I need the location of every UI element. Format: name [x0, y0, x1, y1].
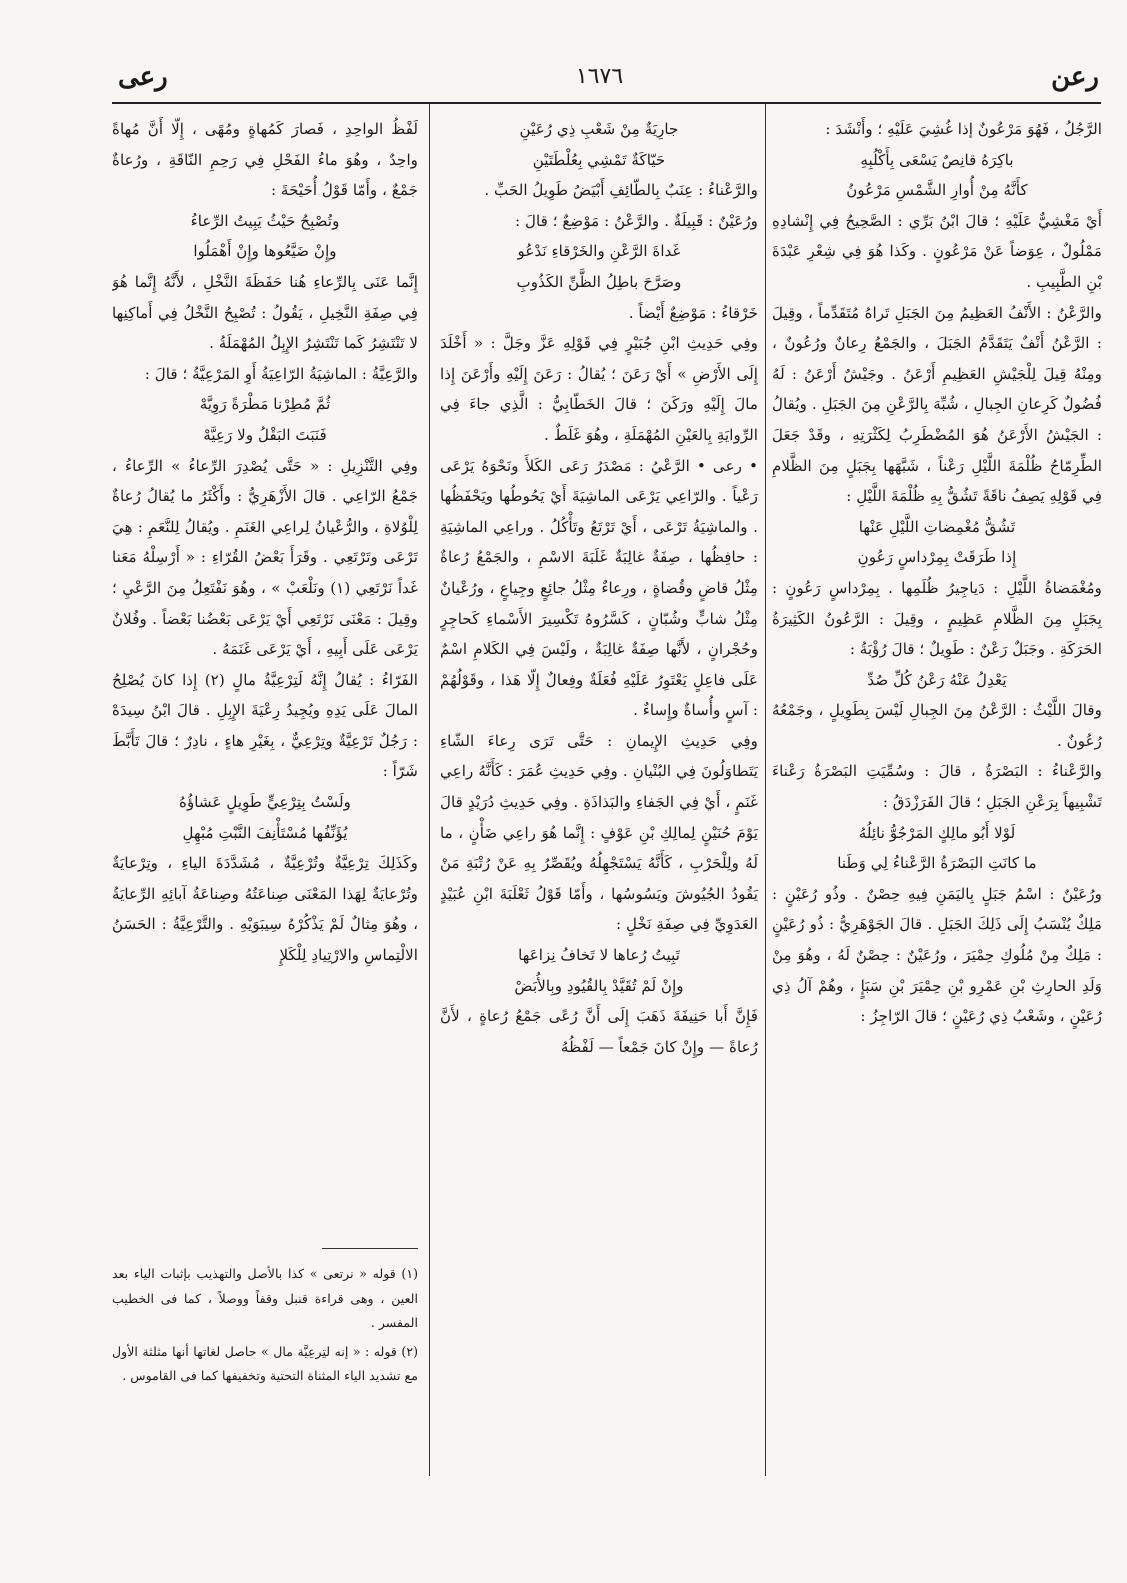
- text-paragraph: وكَذَلِكَ تِرْعِيَّةٌ وتُرْعِيَّةٌ ، مُشَدَّدَةَ الياءِ ، وتِرْعايَةٌ وتُرْعايَةٌ لِهَذا المَعْنَى صِناعَتُهُ وصِناعَةُ آبائِهِ الرِّعايَةُ ، وهُوَ مِثالٌ لَمْ يَذْكُرْهُ سِيبَوَيْهِ . والتَّرْعِيَّةُ : الحَسَنُ الالْتِماسِ والارْتِيادِ لِلْكَلإِ: [112, 854, 418, 965]
- verse-line: وتُصْبِحُ حَيْثُ يَبِيتُ الرِّعاءُ: [190, 211, 340, 230]
- text-paragraph: • رعى • الرَّعْيُ : مَصْدَرُ رَعَى الكَلأَ ونَحْوَهُ يَرْعَى رَعْياً . والرّاعِي يَرْعَى الماشِيَةَ أَيْ يَحُوطُها ويَحْفَظُها . والماشِيَةُ تَرْعَى ، أَيْ تَرْتَعُ وتَأْكُلُ . وراعِي الماشِيَةِ : حافِظُها ، صِفَةٌ غالِبَةٌ غَلَبَةَ الاسْمِ ، والجَمْعُ رُعاةٌ مِثْلُ قاضٍ وقُضاةٍ ، ورِعاءٌ مِثْلُ جائِعٍ وجِياعٍ ، ورُعْيانٌ مِثْلُ شابٍّ وشُبّانٍ ، كَسَّرُوهُ تَكْسِيرَ الأَسْماءِ كَحاجِرٍ وحُجْرانٍ ، لأَنَّها صِفَةٌ غالِبَةٌ ، ولَيْسَ فِي الكَلامِ اسْمٌ عَلَى فاعِلٍ يَعْتَوِرُ عَلَيْهِ فُعَلَةٌ وفِعالٌ إِلّا هَذا ، وقَوْلُهُمْ : آسٍ وأُساةٌ وإِساءٌ .: [440, 456, 758, 720]
- header-root-right: رعن: [1051, 62, 1099, 92]
- column-divider-left: [429, 104, 430, 1476]
- text-paragraph: ومُغْمَضاةُ اللَّيْلِ : دَياجِيرُ ظُلَمِها . بِمِرْداسٍ رَعُونٍ : بِجَبَلٍ مِنَ الظَّلامِ عَظِيمٍ ، وقِيلَ : الرَّعُونُ الكَثِيرَةُ الحَرَكَةِ . وجَبَلٌ رَعْنٌ : طَوِيلٌ ؛ قالَ رُؤْبَةُ :: [772, 578, 1102, 659]
- column-divider-right: [765, 104, 766, 1476]
- verse-line: وإِنْ ضَيَّعُوها وإِنْ أَهْمَلُوا: [193, 242, 337, 261]
- footnote-rule: [322, 1248, 418, 1249]
- text-paragraph: الفَرّاءُ : يُقالُ إِنَّهُ لَتِرْعِيَّةُ مالٍ (٢) إِذا كانَ يُصْلِحُ المالَ عَلَى يَدِهِ ويُجِيدُ رِعْيَةَ الإِبِلِ . قالَ ابْنُ سِيدَهْ : رَجُلٌ تَرْعِيَّةٌ وتِرْعِيٌّ ، بِغَيْرِ هاءٍ ، نادِرٌ ؛ قالَ تَأَبَّطَ شَرّاً :: [112, 670, 418, 781]
- footnote: (١) قوله « نرتعى » كذا بالأصل والتهذيب بإثبات الياء بعد العين ، وهى قراءة قنبل وقفاً ووصلاً ، كما فى الخطيب المفسر .: [112, 1266, 418, 1331]
- verse-line: ثُمَّ مُطِرْنا مَطْرَةً رَوِيَّهْ: [199, 395, 331, 414]
- text-paragraph: ورُعَيْنٌ : اسْمُ جَبَلٍ بِاليَمَنِ فِيهِ حِصْنٌ . وذُو رُعَيْنٍ : مَلِكٌ يُنْسَبُ إِلَى ذَلِكَ الجَبَلِ . قالَ الجَوْهَرِيُّ : ذُو رُعَيْنٍ : مَلِكٌ مِنْ مُلُوكِ حِمْيَرَ ، ورُعَيْنٌ : حِصْنٌ لَهُ ، وهُوَ مِنْ وَلَدِ الحارِثِ بْنِ عَمْرِو بْنِ حِمْيَرَ بْنِ سَبَإٍ ، وهُمْ آلُ ذِي رُعَيْنٍ ، وشَعْبُ ذِي رُعَيْنٍ ؛ قالَ الرّاجِزُ :: [772, 884, 1102, 1026]
- text-paragraph: والرَّعْناءُ : البَصْرَةُ ، قالَ : وسُمِّيَتِ البَصْرَةُ رَعْناءَ تَشْبِيهاً بِرَعْنِ الجَبَلِ ؛ قالَ الفَرَزْدَقُ :: [772, 762, 1102, 812]
- verse-line: جارِيَةٌ مِنْ شَعْبِ ذِي رُعَيْنِ: [519, 120, 679, 138]
- verse-line: إِذا طَرَقَتْ بِمِرْداسٍ رَعُونِ: [857, 548, 1017, 567]
- text-paragraph: والرَّعِيَّةُ : الماشِيَةُ الرّاعِيَةُ أَوِ المَرْعِيَّةُ ؛ قالَ :: [144, 364, 418, 383]
- verse-line: تَبِيتُ رُعاها لا تَخافُ نِزاعَها: [518, 946, 680, 965]
- text-paragraph: وفِي حَدِيثِ ابْنِ جُبَيْرٍ فِي قَوْلِهِ عَزَّ وجَلَّ : « أَخْلَدَ إِلَى الأَرْضِ » أَيْ رَعَنَ ؛ يُقالُ : رَعَنَ إِلَيْهِ وأَرْعَنَ إِذا مالَ إِلَيْهِ ورَكَنَ ؛ قالَ الخَطّابِيُّ : الَّذِي جاءَ فِي الرِّوايَةِ بِالعَيْنِ المُهْمَلَةِ ، وهُوَ غَلَطٌ .: [440, 334, 758, 444]
- text-paragraph: والرَّعْنُ : الأَنْفُ العَظِيمُ مِنَ الجَبَلِ تَراهُ مُتَقَدِّماً ، وقِيلَ : الرَّعْنُ أَنْفٌ يَتَقَدَّمُ الجَبَلَ ، والجَمْعُ رِعانٌ ورُعُونٌ ، ومِنْهُ قِيلَ لِلْجَيْشِ العَظِيمِ أَرْعَنُ . وجَيْشٌ أَرْعَنُ : لَهُ فُضُولٌ كَرِعانِ الجِبالِ ، شُبِّهَ بِالرَّعْنِ مِنَ الجَبَلِ . ويُقالُ : الجَيْشُ الأَرْعَنُ هُوَ المُضْطَرِبُ لِكَثْرَتِهِ ، وقَدْ جَعَلَ الطِّرِمّاحُ ظُلْمَةَ اللَّيْلِ رَعْناً ، شَبَّهَها بِجَبَلٍ مِنَ الظَّلامِ فِي قَوْلِهِ يَصِفُ ناقَةً تَشُقُّ بِهِ ظُلْمَةَ اللَّيْلِ :: [772, 303, 1102, 506]
- text-paragraph: الرَّجُلُ ، فَهُوَ مَرْعُونٌ إذا غُشِيَ عَلَيْهِ ؛ وأَنْشَدَ :: [825, 120, 1102, 138]
- verse-line: تَشُقُّ مُغْمِضاتِ اللَّيْلِ عَنْها: [858, 517, 1016, 536]
- verse-line: وصَرَّحَ باطِلُ الظَّنِّ الكَذُوبِ: [516, 272, 682, 291]
- text-column-left: [112, 114, 418, 1224]
- text-paragraph: خَرْقاءُ : مَوْضِعٌ أَيْضاً .: [628, 303, 758, 322]
- verse-line: كأَنَّهُ مِنْ أُوارِ الشَّمْسِ مَرْعُونُ: [846, 181, 1028, 200]
- verse-line: يَعْدِلُ عَنْهُ رَعْنُ كُلِّ صُدِّ: [867, 670, 1007, 689]
- text-paragraph: وفِي التَّنْزِيلِ : « حَتَّى يُصْدِرَ الرِّعاءُ » الرِّعاءُ ، جَمْعُ الرّاعِي . قالَ الأَزْهَرِيُّ : وأَكْثَرُ ما يُقالُ رُعاةٌ لِلْوُلاةِ ، والرُّعْيانُ لِراعِي الغَنَمِ . ويُقالُ لِلنَّعَمِ : هِيَ تَرْعَى وتَرْتَعِي . وقَرَأَ بَعْضُ القُرّاءِ : « أَرْسِلْهُ مَعَنا غَداً نَرْتَعِي (١) ونَلْعَبْ » ، وهُوَ نَفْتَعِلُ مِنَ الرَّعْيِ ؛ وقِيلَ : مَعْنَى نَرْتَعِي أَيْ يَرْعَى بَعْضُنا بَعْضاً . وفُلانٌ يَرْعَى عَلَى أَبِيهِ ، أَيْ يَرْعَى غَنَمَهُ .: [112, 456, 418, 659]
- verse-line: باكِرَهُ قانِصٌ يَسْعَى بِأَكْلُبِهِ: [860, 150, 1014, 169]
- footnotes: [112, 1262, 418, 1462]
- text-paragraph: وفِي حَدِيثِ الإِيمانِ : حَتَّى تَرَى رِعاءَ الشّاءِ يَتَطاوَلُونَ فِي البُنْيانِ . وفِي حَدِيثِ عُمَرَ : كَأَنَّهُ راعِي غَنَمٍ ، أَيْ فِي الجَفاءِ والبَذاذَةِ . وفِي حَدِيثِ دُرَيْدٍ قالَ يَوْمَ حُنَيْنٍ لِمالِكِ بْنِ عَوْفٍ : إِنَّما هُوَ راعِي ضَأْنٍ ، ما لَهُ ولِلْحَرْبِ ، كَأَنَّهُ يَسْتَجْهِلُهُ ويُقَصِّرُ بِهِ عَنْ رُتْبَةِ مَنْ يَقُودُ الجُيُوشَ ويَسُوسُها ، وأَمّا قَوْلُ ثَعْلَبَةَ ابْنِ عُبَيْدٍ العَدَوِيِّ فِي صِفَةِ نَخْلٍ :: [440, 731, 758, 934]
- page-header: [100, 62, 1099, 96]
- text-paragraph: إِنَّما عَنَى بِالرِّعاءِ هُنا حَفَظَةَ النَّخْلِ ، لأَنَّهُ إِنَّما هُوَ فِي صِفَةِ النَّخِيلِ ، يَقُولُ : تُصْبِحُ النَّخْلُ فِي أَماكِنِها لا تَنْتَشِرُ كَما تَنْتَشِرُ الإِبِلُ المُهْمَلَةُ .: [112, 272, 418, 353]
- verse-line: وإِنْ لَمْ تُقَيَّدْ بِالقُيُودِ وبِالأُبَضْ: [514, 976, 684, 995]
- text-paragraph: وقالَ اللَّيْثُ : الرَّعْنُ مِنَ الجِبالِ لَيْسَ بِطَوِيلٍ ، وجَمْعُهُ رُعُونٌ .: [772, 701, 1102, 750]
- verse-line: ولَسْتُ بِتِرْعِيٍّ طَوِيلٍ عَشاؤُهُ: [178, 793, 351, 812]
- text-paragraph: والرَّعْناءُ : عِنَبٌ بِالطّائِفِ أَبْيَضُ طَوِيلُ الحَبِّ .: [484, 181, 758, 200]
- verse-line: فَنَبَتَ البَقْلُ ولا رَعِيَّهْ: [203, 425, 327, 444]
- verse-line: ما كانَتِ البَصْرَةُ الرَّعْناءُ لِي وَطَنا: [837, 854, 1037, 873]
- verse-line: لَوْلا أَبُو مالِكٍ المَرْجُوُّ نائِلُهُ: [858, 823, 1016, 842]
- text-paragraph: لَفْظُ الواحِدِ ، فَصارَ كَمُهاةٍ ومُهًى ، إِلّا أَنَّ مُهاةً واحِدٌ ، وهُوَ ماءُ الفَحْلِ فِي رَحِمِ النّاقَةِ ، ورُعاةٌ جَمْعٌ ، وأَمّا قَوْلُ أُحَيْحَةَ :: [112, 120, 418, 200]
- text-paragraph: فَإِنَّ أَبا حَنِيفَةَ ذَهَبَ إِلَى أَنَّ رُعًى جَمْعُ رُعاةٍ ، لأَنَّ رُعاةً — وإِنْ كانَ جَمْعاً — لَفْظُهُ: [440, 1007, 758, 1056]
- verse-line: غَداةَ الرَّعْنِ والخَرْقاءِ نَدْعُو: [517, 242, 681, 261]
- text-column-middle: [440, 114, 758, 1474]
- text-paragraph: أَيْ مَغْشِيٌّ عَلَيْهِ ؛ قالَ ابْنُ بَرِّي : الصَّحِيحُ فِي إِنْشادِهِ مَمْلُولٌ ، عِوَضاً عَنْ مَرْعُونٍ . وكَذا هُوَ فِي شِعْرِ عَبْدَةَ بْنِ الطَّبِيبِ .: [772, 211, 1102, 291]
- page-number: ١٦٧٦: [575, 64, 624, 89]
- header-rule: [112, 102, 1101, 104]
- header-root-left: رعى: [118, 62, 168, 92]
- text-column-right: [772, 114, 1102, 1474]
- text-paragraph: ورُعَيْنٌ : قَبِيلَةٌ . والرَّعْنُ : مَوْضِعٌ ؛ قالَ :: [515, 211, 758, 230]
- verse-line: يُؤَنِّفُها مُسْتَأْنِفَ النَّبْتِ مُبْهِلِ: [182, 823, 348, 842]
- footnote: (٢) قوله : « إنه لتِرعِيَّة مال » حاصل لغاتها أنها مثلثة الأول مع تشديد الياء المثناة التحتية وتخفيفها كما فى القاموس .: [112, 1343, 418, 1384]
- verse-line: حَيّاكَةٌ تَمْشِي بِعُلْطَتَيْنِ: [532, 150, 666, 169]
